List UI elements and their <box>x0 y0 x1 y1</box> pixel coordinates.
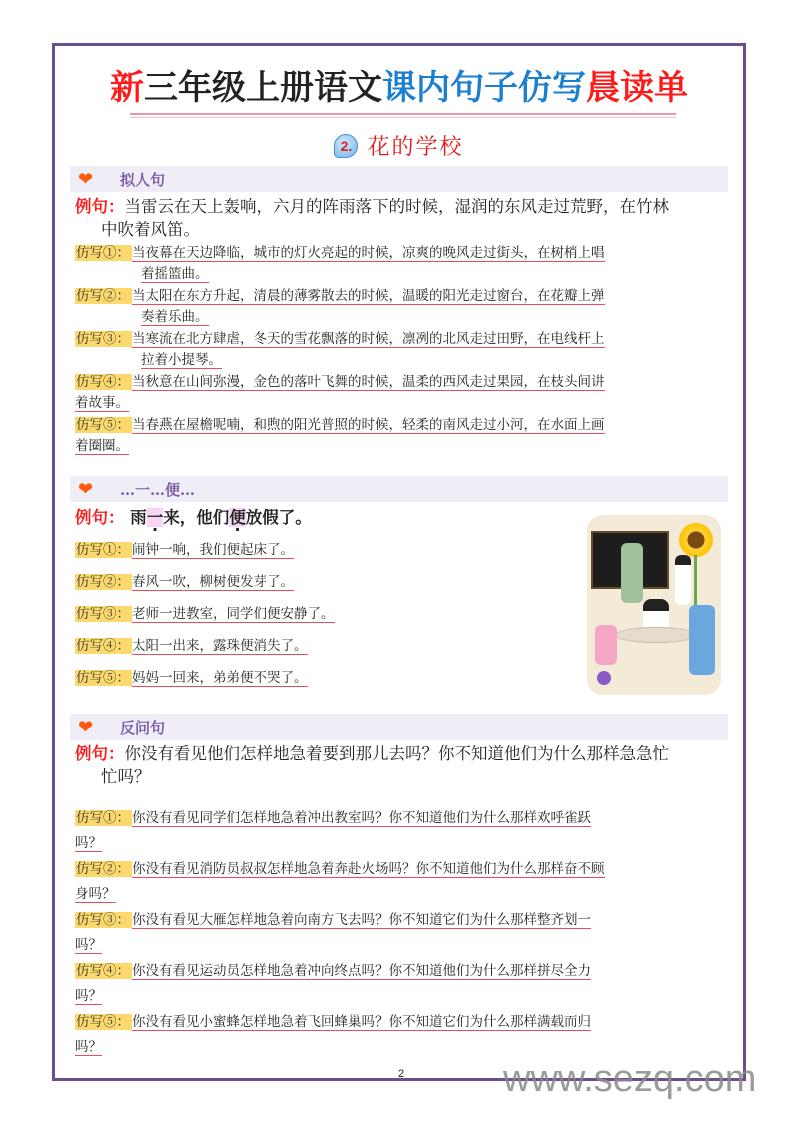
flower-shape <box>597 671 611 685</box>
example-label: 例句： <box>75 744 125 763</box>
example-sentence <box>75 195 725 241</box>
lesson-number-badge: 2. <box>334 134 358 158</box>
imitation-text: 你没有看见小蜜蜂怎样地急着飞回蜂巢吗？你不知道它们为什么那样满载而归 <box>132 1014 591 1030</box>
imitation-text-cont: 吗？ <box>75 1039 102 1055</box>
imitation-tag: 仿写②： <box>76 574 130 590</box>
imitation-item <box>75 908 725 958</box>
imitation-text: 当秋意在山间弥漫，金色的落叶飞舞的时候，温柔的西风走过果园，在枝头间讲 <box>132 374 605 390</box>
imitation-item <box>75 806 725 856</box>
girl-pink-figure <box>595 625 617 665</box>
example-sentence <box>75 742 725 788</box>
imitation-tag: 仿写⑤： <box>76 417 130 433</box>
watermark: www.sezq.com <box>503 1058 757 1100</box>
example-text-cont: 中吹着风笛。 <box>101 220 200 239</box>
imitation-text: 你没有看见消防员叔叔怎样地急着奔赴火场吗？你不知道他们为什么那样奋不顾 <box>132 861 605 877</box>
sunflower-shape <box>679 523 713 557</box>
children-in-classroom-illustration <box>587 515 721 695</box>
heart-icon: ❤ <box>78 478 94 500</box>
imitation-tag: 仿写④： <box>76 374 130 390</box>
boy-hat-figure <box>689 605 715 675</box>
section-header-rhetorical <box>70 714 728 740</box>
heart-icon: ❤ <box>78 716 94 738</box>
imitation-tag: 仿写②： <box>76 288 130 304</box>
imitation-text: 春风一吹，柳树便发芽了。 <box>132 574 294 590</box>
imitation-text: 当太阳在东方升起，清晨的薄雾散去的时候，温暖的阳光走过窗台，在花瓣上弹 <box>132 288 605 304</box>
imitation-tag: 仿写②： <box>76 861 130 877</box>
section-header-personification <box>70 166 728 192</box>
section-title: …一…便… <box>120 480 196 499</box>
imitation-tag: 仿写④： <box>76 963 130 979</box>
imitation-tag: 仿写⑤： <box>76 1014 130 1030</box>
title-part: 课内句子仿写 <box>382 68 586 108</box>
imitation-text: 老师一进教室，同学们便安静了。 <box>132 606 335 622</box>
example-text: 当雷云在天上轰响，六月的阵雨落下的时候，湿润的东风走过荒野，在竹林 <box>124 197 669 216</box>
imitation-item <box>75 1010 725 1060</box>
example-text: 你没有看见他们怎样地急着要到那儿去吗？你不知道他们为什么那样急急忙 <box>124 744 669 763</box>
imitation-text-cont: 拉着小提琴。 <box>141 352 222 368</box>
imitation-text: 当夜幕在天边降临，城市的灯火亮起的时候，凉爽的晚风走过街头，在树梢上唱 <box>132 245 605 261</box>
imitation-item <box>75 286 725 328</box>
heart-icon: ❤ <box>78 168 94 190</box>
example-text: 放假了。 <box>245 508 312 527</box>
imitation-tag: 仿写①： <box>76 542 130 558</box>
imitation-tag: 仿写⑤： <box>76 670 130 686</box>
example-text-cont: 忙吗？ <box>101 767 151 786</box>
imitation-tag: 仿写①： <box>76 245 130 261</box>
girl-figure <box>675 555 691 605</box>
imitation-text-cont: 吗？ <box>75 988 102 1004</box>
highlighted-keyword: 一 <box>146 508 164 527</box>
imitation-text: 闹钟一响，我们便起床了。 <box>132 542 294 558</box>
section-title: 拟人句 <box>120 170 166 189</box>
example-label: 例句： <box>75 508 125 527</box>
imitation-item <box>75 857 725 907</box>
example-text: 雨 <box>130 508 147 527</box>
title-part: 新 <box>110 68 144 108</box>
title-part: 晨读单 <box>586 68 688 108</box>
lesson-header <box>55 130 743 160</box>
imitation-tag: 仿写④： <box>76 638 130 654</box>
imitation-text-cont: 着摇篮曲。 <box>141 266 209 282</box>
imitation-text-cont: 吗？ <box>75 937 102 953</box>
imitation-item <box>75 372 725 414</box>
example-text: 来，他们 <box>163 508 230 527</box>
title-part: 三年级上册语文 <box>144 68 382 108</box>
section-title: 反问句 <box>120 718 166 737</box>
page-title <box>55 68 743 108</box>
title-divider <box>130 113 676 115</box>
example-label: 例句： <box>75 197 125 216</box>
imitation-tag: 仿写③： <box>76 331 130 347</box>
highlighted-keyword: 便 <box>229 508 246 527</box>
imitation-tag: 仿写③： <box>76 606 130 622</box>
title-divider-thin <box>130 117 676 118</box>
imitation-text-cont: 吗？ <box>75 835 102 851</box>
imitation-text: 你没有看见运动员怎样地急着冲向终点吗？你不知道他们为什么那样拼尽全力 <box>132 963 591 979</box>
imitation-item <box>75 959 725 1009</box>
imitation-text-cont: 着圈圈。 <box>75 438 129 454</box>
page-number: 2 <box>398 1068 405 1080</box>
teacher-figure <box>621 543 643 603</box>
table-shape <box>615 627 697 643</box>
imitation-text: 太阳一出来，露珠便消失了。 <box>132 638 308 654</box>
imitation-text: 妈妈一回来，弟弟便不哭了。 <box>132 670 308 686</box>
imitation-text: 当春燕在屋檐呢喃，和煦的阳光普照的时候，轻柔的南风走过小河，在水面上画 <box>132 417 605 433</box>
imitation-text-cont: 着故事。 <box>75 395 129 411</box>
imitation-tag: 仿写③： <box>76 912 130 928</box>
imitation-text: 你没有看见大雁怎样地急着向南方飞去吗？你不知道它们为什么那样整齐划一 <box>132 912 591 928</box>
imitation-text-cont: 奏着乐曲。 <box>141 309 209 325</box>
imitation-item <box>75 243 725 285</box>
boy-figure <box>643 599 669 629</box>
imitation-item <box>75 415 725 457</box>
imitation-text-cont: 身吗？ <box>75 886 116 902</box>
lesson-title: 花的学校 <box>367 135 464 160</box>
imitation-text: 当寒流在北方肆虐，冬天的雪花飘落的时候，凛冽的北风走过田野，在电线杆上 <box>132 331 605 347</box>
section-header-yi-bian <box>70 476 728 502</box>
imitation-item <box>75 329 725 371</box>
page-frame <box>52 43 746 1081</box>
imitation-text: 你没有看见同学们怎样地急着冲出教室吗？你不知道他们为什么那样欢呼雀跃 <box>132 810 591 826</box>
imitation-tag: 仿写①： <box>76 810 130 826</box>
